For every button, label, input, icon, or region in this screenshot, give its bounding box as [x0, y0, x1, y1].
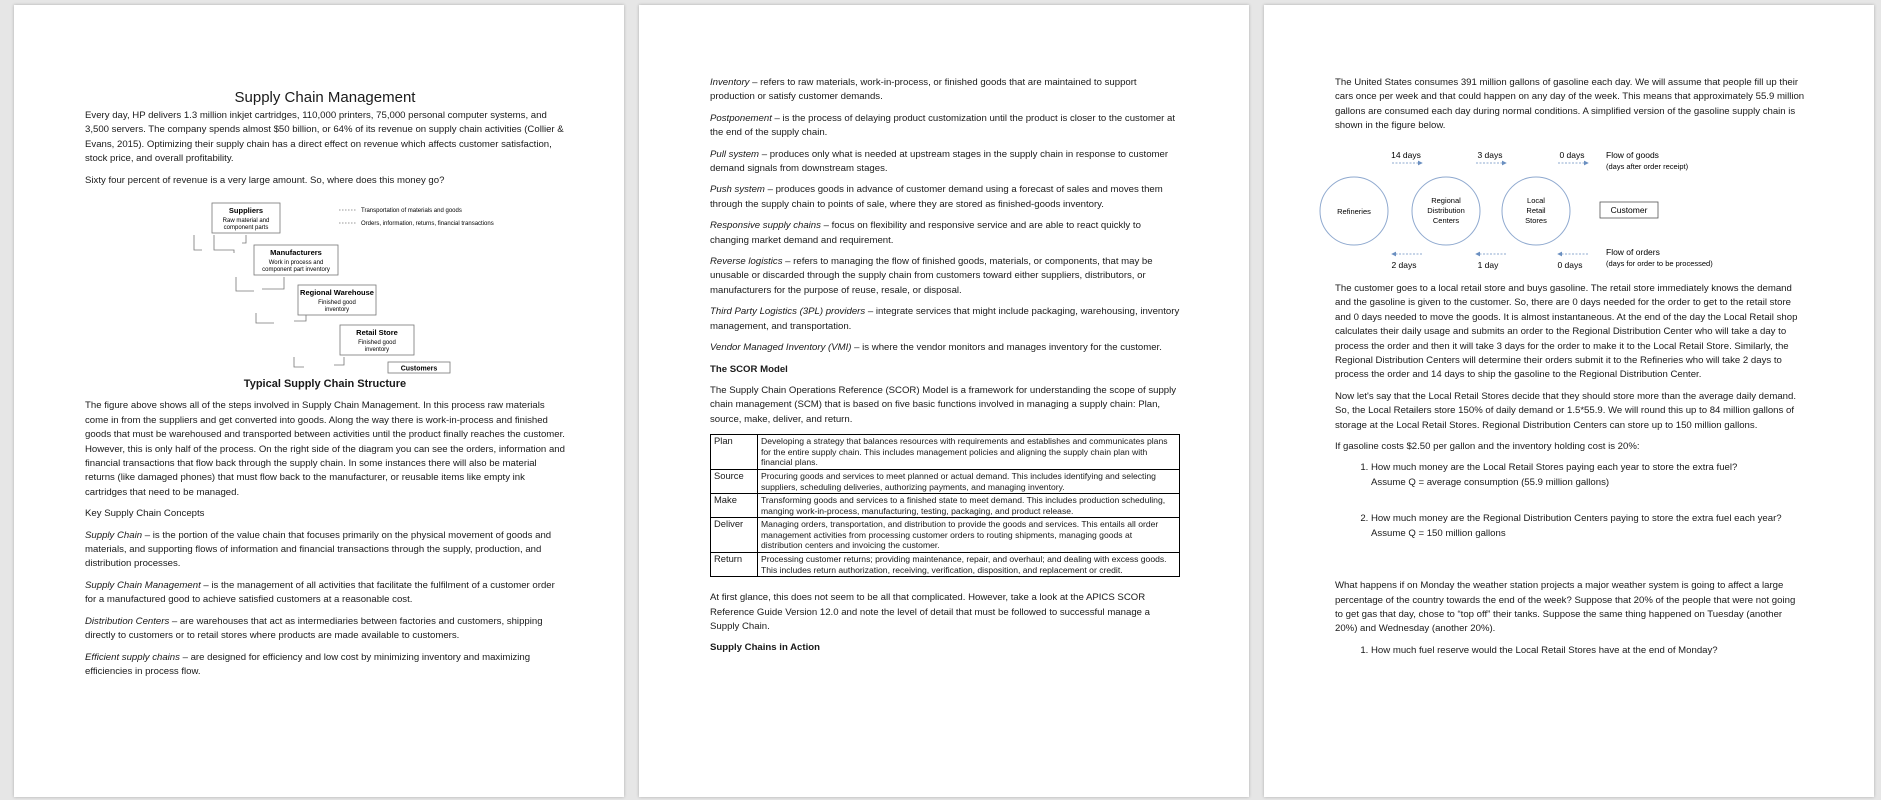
retail-store-box [340, 325, 414, 355]
gasoline-supply-chain-figure [1337, 145, 1814, 275]
cost-paragraph: If gasoline costs $2.50 per gallon and the inventory holding cost is 20%: [1335, 441, 1640, 453]
term-entry: Reverse logistics – refers to managing the flow of finished goods, materials, or components, that may be unusable or discarded through the supply chain from customers toward either suppliers, distributors, or manufacturers for the purpose of reuse, resale, or disposal. [710, 256, 1153, 296]
concepts-heading: Key Supply Chain Concepts [85, 508, 205, 520]
svg-text:Centers: Centers [1432, 216, 1460, 225]
svg-text:Orders, information, returns,: Orders, information, returns, financial transactions [361, 221, 494, 227]
regional-distribution-centers-node [1412, 177, 1480, 245]
page-3-intro [1335, 76, 1805, 141]
intro-paragraph: Every day, HP delivers 1.3 million inkjet cartridges, 110,000 printers, 75,000 personal computer systems, and 3,500 servers. The company spends almost $50 billion, or 64% of its revenue on supply chain activities (Collier & Evans, 2015). Optimizing their supply chain has a direct effect on revenue which affects customer satisfaction, stock price, and overall profitability. [85, 110, 564, 165]
manufacturers-box [254, 245, 338, 275]
svg-text:Work in process and: Work in process and [268, 260, 324, 266]
term-entry: Responsive supply chains – focus on flexibility and responsive service and are able to react quickly to changing market demand and requirement. [710, 220, 1141, 246]
svg-text:Transportation of materials an: Transportation of materials and goods [361, 208, 462, 214]
table-row: Deliver Managing orders, transportation, and distribution to provide the goods and services. This entails all order management activities from processing customer orders to routing shipments, managing goods at distribution centers and invoicing the customer. [711, 518, 1180, 553]
page-1-content-lower [85, 377, 565, 686]
svg-text:Retail Store: Retail Store [356, 328, 398, 337]
goods-days-label: 3 days [1477, 150, 1503, 160]
term-entry: Supply Chain – is the portion of the value chain that focuses primarily on the physical movement of goods and materials, and supporting flows of information and financial transactions through the supply, production, and distribution processes. [85, 529, 552, 570]
svg-text:Raw material and: Raw material and [222, 218, 270, 224]
suppliers-box [212, 203, 280, 233]
regional-warehouse-box [298, 285, 376, 315]
term-entry: Third Party Logistics (3PL) providers – integrate services that might include packaging, warehousing, inventory management, and transportation. [710, 306, 1180, 332]
term-entry: Push system – produces goods in advance of customer demand using a forecast of sales and moves them through the supply chain to points of sale, where they are stored as finished-goods inventory. [710, 184, 1163, 210]
goods-days-label: 14 days [1391, 150, 1421, 160]
table-row: Plan Developing a strategy that balances resources with requirements and establishes and communicates plans for the entire supply chain. This includes management policies and aligning the supply chain plan with financial plans. [711, 435, 1180, 470]
svg-text:Customers: Customers [400, 365, 438, 373]
question-paragraph: Sixty four percent of revenue is a very large amount. So, where does this money go? [85, 174, 445, 186]
document-page-3 [1264, 5, 1874, 797]
svg-text:Distribution: Distribution [1427, 206, 1465, 215]
after-table-paragraph: At first glance, this does not seem to be all that complicated. However, take a look at the APICS SCOR Reference Guide Version 12.0 and note the level of detail that must be followed to successful manage a Supply Chain. [710, 592, 1150, 633]
svg-text:Manufacturers: Manufacturers [270, 248, 322, 257]
question-item: 2. How much money are the Regional Distribution Centers paying to store the extra fuel each year? Assume Q = 150 million gallons [1371, 512, 1805, 541]
svg-text:Refineries: Refineries [1337, 207, 1371, 216]
customers-box [388, 362, 450, 373]
term-entry: Efficient supply chains – are designed for efficiency and low cost by minimizing inventory and maximizing efficiencies in process flow. [85, 651, 531, 677]
page-3-content [1335, 282, 1805, 662]
page-2-content [710, 76, 1180, 663]
intro-paragraph: The United States consumes 391 million gallons of gasoline each day. We will assume that people fill up their cars once per week and that could happen on any day of the week. This means that approximately 55.9 million gallons are consumed each day during normal conditions. A simplified version of the gasoline supply chain is shown in the figure below. [1335, 77, 1805, 132]
connector [214, 235, 234, 253]
flow-of-goods-sub: (days after order receipt) [1606, 162, 1689, 171]
question-list [1335, 644, 1805, 658]
svg-text:component parts: component parts [223, 225, 269, 231]
table-row: Return Processing customer returns; providing maintenance, repair, and overhaul; and dealing with excess goods. This includes return authorization, receiving, verification, disposition, and replacement or credit. [711, 553, 1180, 577]
document-page-1 [14, 5, 624, 797]
scor-intro: The Supply Chain Operations Reference (SCOR) Model is a framework for understanding the scope of supply chain management (SCM) that is based on five basic functions involved in managing a supply chain: Plan, source, make, deliver, and return. [710, 384, 1177, 425]
supply-chain-diagram [94, 195, 554, 381]
svg-text:inventory: inventory [364, 347, 390, 353]
refineries-node [1320, 177, 1388, 245]
question-item: 1. How much fuel reserve would the Local Retail Stores have at the end of Monday? [1371, 644, 1805, 658]
order-days-label: 2 days [1391, 260, 1417, 270]
term-entry: Inventory – refers to raw materials, work-in-process, or finished goods that are maintained to support production or satisfy customer demands. [710, 77, 1137, 103]
svg-text:Regional: Regional [1431, 196, 1461, 205]
customer-node [1600, 202, 1658, 218]
document-page-2 [639, 5, 1249, 797]
svg-text:Retail: Retail [1526, 206, 1546, 215]
svg-text:Finished good: Finished good [318, 300, 356, 306]
term-entry: Supply Chain Management – is the management of all activities that facilitate the fulfilment of a customer order for a manufactured good to achieve satisfied customers at a reasonable cost. [85, 579, 555, 606]
svg-text:Customer: Customer [1610, 205, 1648, 215]
page-1-content [85, 89, 565, 195]
flow-of-orders-label: Flow of orders [1606, 247, 1660, 257]
weather-paragraph: What happens if on Monday the weather station projects a major weather system is going to affect a large percentage of the country towards the end of the week? Suppose that 20% of the people that were not going to get gas that day, chose to “top off” their tanks. Suppose the same thing happened on Tuesday (another 20%) and Wednesday (another 20%). [1335, 580, 1796, 635]
explanation-paragraph: The figure above shows all of the steps involved in Supply Chain Management. In this process raw materials come in from the suppliers and get converted into goods. Along the way there is work-in-process and finished goods that must be warehoused and transported between activities until the product finally reaches the customer. However, this is only half of the process. On the right side of the diagram you can see the orders, information and financial transactions that flow back through the supply chain. In some instances there will also be material returns (like damaged phones) that must flow back to the manufacturer, or reusable items like empty ink cartridges that need to be managed. [85, 400, 565, 498]
question-item: 1. How much money are the Local Retail Stores paying each year to store the extra fuel? Assume Q = average consumption (55.9 million gallons) [1371, 461, 1805, 490]
svg-text:Stores: Stores [1525, 216, 1547, 225]
question-list [1335, 461, 1805, 490]
term-entry: Vendor Managed Inventory (VMI) – is where the vendor monitors and manages inventory for the customer. [710, 342, 1162, 354]
term-entry: Distribution Centers – are warehouses that act as intermediaries between factories and customers, shipping directly to customers or to retail stores where products are made available to customers. [85, 615, 543, 642]
flow-of-orders-sub: (days for order to be processed) [1606, 259, 1713, 268]
svg-text:component part inventory: component part inventory [262, 267, 330, 273]
page-title: Supply Chain Management [234, 89, 416, 106]
local-retail-stores-node [1502, 177, 1570, 245]
order-days-label: 1 day [1477, 260, 1499, 270]
order-days-label: 0 days [1557, 260, 1583, 270]
svg-text:Regional Warehouse: Regional Warehouse [300, 288, 374, 297]
svg-text:Finished good: Finished good [358, 340, 396, 346]
diagram-legend [339, 208, 494, 227]
storage-paragraph: Now let's say that the Local Retail Stores decide that they should store more than the average daily demand. So, the Local Retailers store 150% of daily demand or 1.5*55.9. We will round this up to 84 million gallons of storage at the Local Retail Stores. Regional Distribution Centers can store up to 150 million gallons. [1335, 390, 1796, 431]
scor-table [710, 434, 1180, 577]
term-entry: Pull system – produces only what is needed at upstream stages in the supply chain in response to customer demand signals from downstream stages. [710, 148, 1169, 175]
flow-of-goods-label: Flow of goods [1606, 150, 1659, 160]
svg-text:Suppliers: Suppliers [228, 206, 264, 215]
action-heading: Supply Chains in Action [710, 642, 820, 654]
customer-paragraph: The customer goes to a local retail store and buys gasoline. The retail store immediately knows the demand and the gasoline is given to the customer. So, there are 0 days needed for the order to get to the retail store and 0 days needed to move the goods. It is almost instantaneous. At the end of the day the Local Retail shop calculates their daily usage and submits an order to the Regional Distribution Center who will take a day to process the order and then it will take 3 days for the order to make it to the Local Retail Store. Similarly, the Regional Distribution Centers will determine their orders submit it to the Refineries who will take 2 days to process the order and 14 days to ship the gasoline to the Regional Distribution Center. [1335, 283, 1798, 381]
table-row: Make Transforming goods and services to a finished state to meet demand. This includes production scheduling, manging work-in-process, manufacturing, testing, packaging, and product release. [711, 494, 1180, 518]
table-row: Source Procuring goods and services to meet planned or actual demand. This includes identifying and selecting suppliers, scheduling deliveries, authorizing payments, and managing inventory. [711, 469, 1180, 493]
term-entry: Postponement – is the process of delaying product customization until the product is closer to the customer at the end of the supply chain. [710, 112, 1176, 139]
question-list [1335, 512, 1805, 541]
diagram-caption: Typical Supply Chain Structure [243, 378, 407, 390]
goods-days-label: 0 days [1559, 150, 1585, 160]
scor-heading: The SCOR Model [710, 363, 788, 375]
svg-text:Local: Local [1527, 196, 1545, 205]
svg-text:inventory: inventory [324, 307, 350, 313]
